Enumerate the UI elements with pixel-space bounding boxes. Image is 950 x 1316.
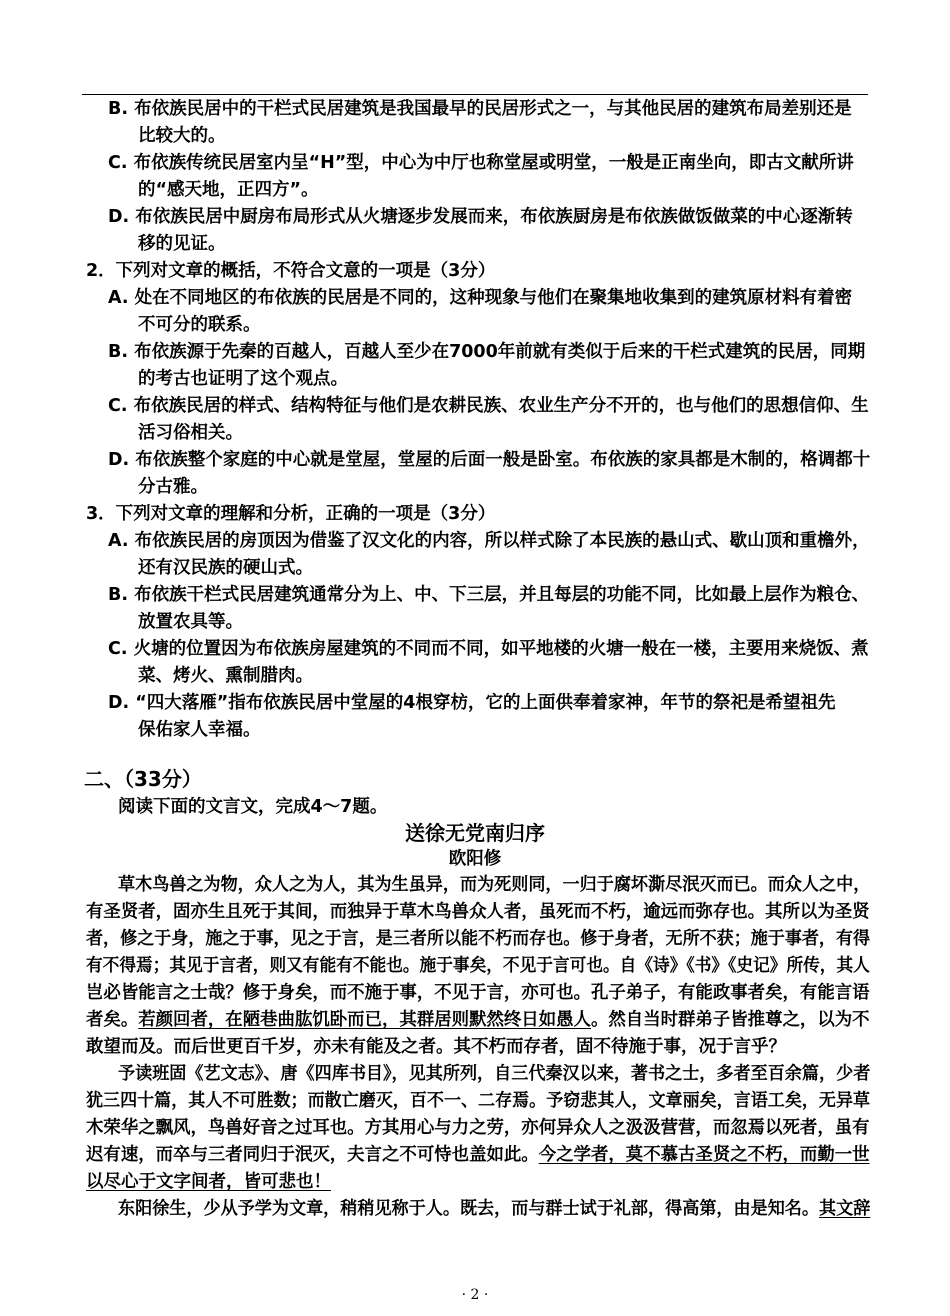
p1-line5: 岂必皆能言之士哉？修于身矣，而不施于事，不见于言，亦可也。孔子弟子，有能政事者矣，有能言语	[86, 983, 870, 1003]
p2-line2: 犹三四十篇，其人不可胜数；而散亡磨灭，百不一、二存焉。予窃悲其人，文章丽矣，言语工矣，无异草	[86, 1091, 871, 1111]
section-instruction: 阅读下面的文言文，完成4～7题。	[118, 797, 388, 817]
q3-option-b-cont: 放置农具等。	[138, 612, 243, 632]
q1-option-b-cont: 比较大的。	[138, 126, 226, 146]
q3-option-d: D. “四大落雁”指布依族民居中堂屋的4根穿枋，它的上面供奉着家神，年节的祭祀是希望祖先	[108, 693, 836, 713]
q1-option-b: B. 布依族民居中的干栏式民居建筑是我国最早的民居形式之一，与其他民居的建筑布局差别还是	[108, 99, 852, 119]
passage-author: 欧阳修	[448, 849, 502, 869]
q2-option-d-cont: 分古雅。	[138, 477, 208, 497]
p1-line3: 者，修之于身，施之于事，见之于言，是三者所以能不朽而存也。修于身者，无所不获；施于事者，有得	[86, 929, 871, 949]
q2-option-b-cont: 的考古也证明了这个观点。	[138, 369, 348, 389]
passage-title: 送徐无党南归序	[405, 821, 545, 845]
underlined-sentence-3: 其文辞	[818, 1199, 871, 1219]
page-number: · 2 ·	[461, 1287, 489, 1303]
header-rule	[82, 94, 868, 95]
underlined-sentence-2: 今之学者，莫不慕古圣贤之不朽，而勤一世	[538, 1145, 870, 1165]
q2-option-a: A. 处在不同地区的布依族的民居是不同的，这种现象与他们在聚集地收集到的建筑原材料有着密	[108, 288, 853, 308]
q1-option-d-cont: 移的见证。	[138, 234, 226, 254]
p1-line4: 有不得焉；其见于言者，则又有能有不能也。施于事矣，不见于言可也。自《诗》《书》《史记》所传，其人	[86, 956, 870, 976]
p1-line1: 草木鸟兽之为物，众人之为人，其为生虽异，而为死则同，一归于腐坏澌尽泯灭而已。而众人之中，	[118, 875, 871, 895]
q3-stem: 3．下列对文章的理解和分析，正确的一项是（3分）	[86, 504, 496, 524]
p1-line2: 有圣贤者，固亦生且死于其间，而独异于草木鸟兽众人者，虽死而不朽，逾远而弥存也。其所以为圣贤	[86, 902, 870, 922]
p2-line3: 木荣华之飘风，鸟兽好音之过耳也。方其用心与力之劳，亦何异众人之汲汲营营，而忽焉以死者，虽有	[86, 1118, 870, 1138]
p2-line1: 予读班固《艺文志》、唐《四库书目》，见其所列，自三代秦汉以来，著书之士，多者至百余篇，少者	[118, 1064, 871, 1084]
q2-option-d: D. 布依族整个家庭的中心就是堂屋，堂屋的后面一般是卧室。布依族的家具都是木制的，格调都十	[108, 450, 871, 470]
q2-option-a-cont: 不可分的联系。	[138, 315, 261, 335]
section-heading: 二、（33分）	[84, 767, 202, 791]
p3-line1-start: 东阳徐生，少从予学为文章，稍稍见称于人。既去，而与群士试于礼部，得高第，由是知名。	[118, 1199, 819, 1219]
p2-line4-start: 迟有速，而卒与三者同归于泯灭，夫言之不可恃也盖如此。	[86, 1145, 539, 1165]
q1-option-c: C. 布依族传统民居室内呈“H”型，中心为中厅也称堂屋或明堂，一般是正南坐向，即古文献所讲	[108, 153, 854, 173]
p2-line4	[86, 1144, 870, 1166]
q3-option-c: C. 火塘的位置因为布依族房屋建筑的不同而不同，如平地楼的火塘一般在一楼，主要用来烧饭、煮	[108, 639, 869, 659]
p1-line6-start: 者矣。	[86, 1010, 139, 1030]
p1-line6	[86, 1009, 870, 1031]
q2-option-b: B. 布依族源于先秦的百越人，百越人至少在7000年前就有类似于后来的干栏式建筑的民居，同期	[108, 342, 866, 362]
q3-option-d-cont: 保佑家人幸福。	[138, 720, 261, 740]
q2-option-c-cont: 活习俗相关。	[138, 423, 243, 443]
q2-option-c: C. 布依族民居的样式、结构特征与他们是农耕民族、农业生产分不开的，也与他们的思想信仰、生	[108, 396, 869, 416]
p1-line6-end: 。然自当时群弟子皆推尊之，以为不	[590, 1010, 870, 1030]
p1-line7: 敢望而及。而后世更百千岁，亦未有能及之者。其不朽而存者，固不待施于事，况于言乎？	[86, 1037, 786, 1057]
q3-option-a-cont: 还有汉民族的硬山式。	[138, 558, 313, 578]
p3-line1	[118, 1198, 870, 1220]
underlined-sentence-1: 若颜回者，在陋巷曲肱饥卧而已，其群居则默然终日如愚人	[138, 1010, 591, 1030]
p2-line5	[86, 1171, 331, 1193]
q1-option-c-cont: 的“感天地，正四方”。	[138, 180, 319, 200]
underlined-sentence-2-cont: 以尽心于文字间者，皆可悲也！	[86, 1172, 331, 1192]
q3-option-b: B. 布依族干栏式民居建筑通常分为上、中、下三层，并且每层的功能不同，比如最上层作为粮仓、	[108, 585, 870, 605]
q1-option-d: D. 布依族民居中厨房布局形式从火塘逐步发展而来，布依族厨房是布依族做饭做菜的中心逐渐转	[108, 207, 853, 227]
q3-option-c-cont: 菜、烤火、熏制腊肉。	[138, 666, 313, 686]
q2-stem: 2．下列对文章的概括，不符合文意的一项是（3分）	[86, 261, 496, 281]
q3-option-a: A. 布依族民居的房顶因为借鉴了汉文化的内容，所以样式除了本民族的悬山式、歇山顶和重檐外，	[108, 531, 870, 551]
